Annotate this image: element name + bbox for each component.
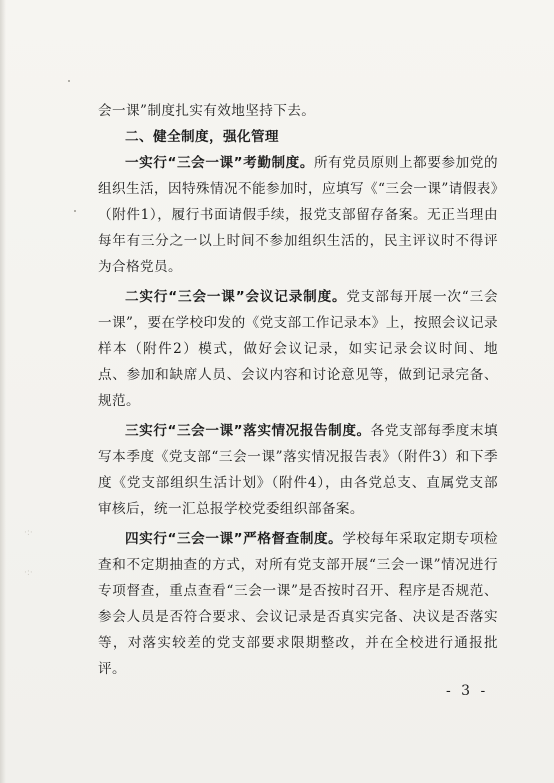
paragraph-report bbox=[98, 418, 498, 522]
paragraph-lead: 一实行“三会一课”考勤制度。 bbox=[125, 155, 315, 171]
paragraph-lead: 三实行“三会一课”落实情况报告制度。 bbox=[125, 423, 371, 439]
scan-speck bbox=[68, 80, 70, 82]
intro-line: 会一课”制度扎实有效地坚持下去。 bbox=[98, 103, 316, 119]
page-number: - 3 - bbox=[446, 683, 489, 699]
paragraph-lead: 二实行“三会一课”会议记录制度。 bbox=[125, 289, 347, 305]
paragraph-minutes bbox=[98, 284, 498, 414]
paragraph-text: 各党支部每季度末填写本季度《党支部“三会一课”落实情况报告表》（附件3）和下季度《党支部组织生活计划》（附件4），由各党总支、直属党支部审核后，统一汇总报学校党委组织部备案。 bbox=[98, 423, 498, 517]
document-body bbox=[98, 98, 498, 682]
scan-artifact: ·:· bbox=[24, 568, 33, 578]
paragraph-lead: 四实行“三会一课”严格督查制度。 bbox=[125, 531, 343, 547]
paragraph-text: 学校每年采取定期专项检查和不定期抽查的方式，对所有党支部开展“三会一课”情况进行专项督查，重点查看“三会一课”是否按时召开、程序是否规范、参会人员是否符合要求、会议记录是否真实完备、决议是否落实等，对落实较差的党支部要求限期整改，并在全校进行通报批评。 bbox=[98, 531, 498, 677]
paragraph-text: 所有党员原则上都要参加党的组织生活，因特殊情况不能参加时，应填写《“三会一课”请假表》（附件1），履行书面请假手续，报党支部留存备案。无正当理由每年有三分之一以上时间不参加组织生活的，民主评议时不得评为合格党员。 bbox=[98, 155, 499, 275]
scan-artifact: ·:· bbox=[24, 528, 33, 538]
paragraph-attendance bbox=[98, 150, 498, 280]
paragraph-text: 党支部每开展一次“三会一课”，要在学校印发的《党支部工作记录本》上，按照会议记录样本（附件2）模式，做好会议记录，如实记录会议时间、地点、参加和缺席人员、会议内容和讨论意见等，做到记录完备、规范。 bbox=[98, 289, 498, 409]
paragraph-inspection bbox=[98, 526, 498, 682]
scan-speck bbox=[74, 210, 76, 212]
section-heading: 二、健全制度，强化管理 bbox=[125, 129, 279, 145]
